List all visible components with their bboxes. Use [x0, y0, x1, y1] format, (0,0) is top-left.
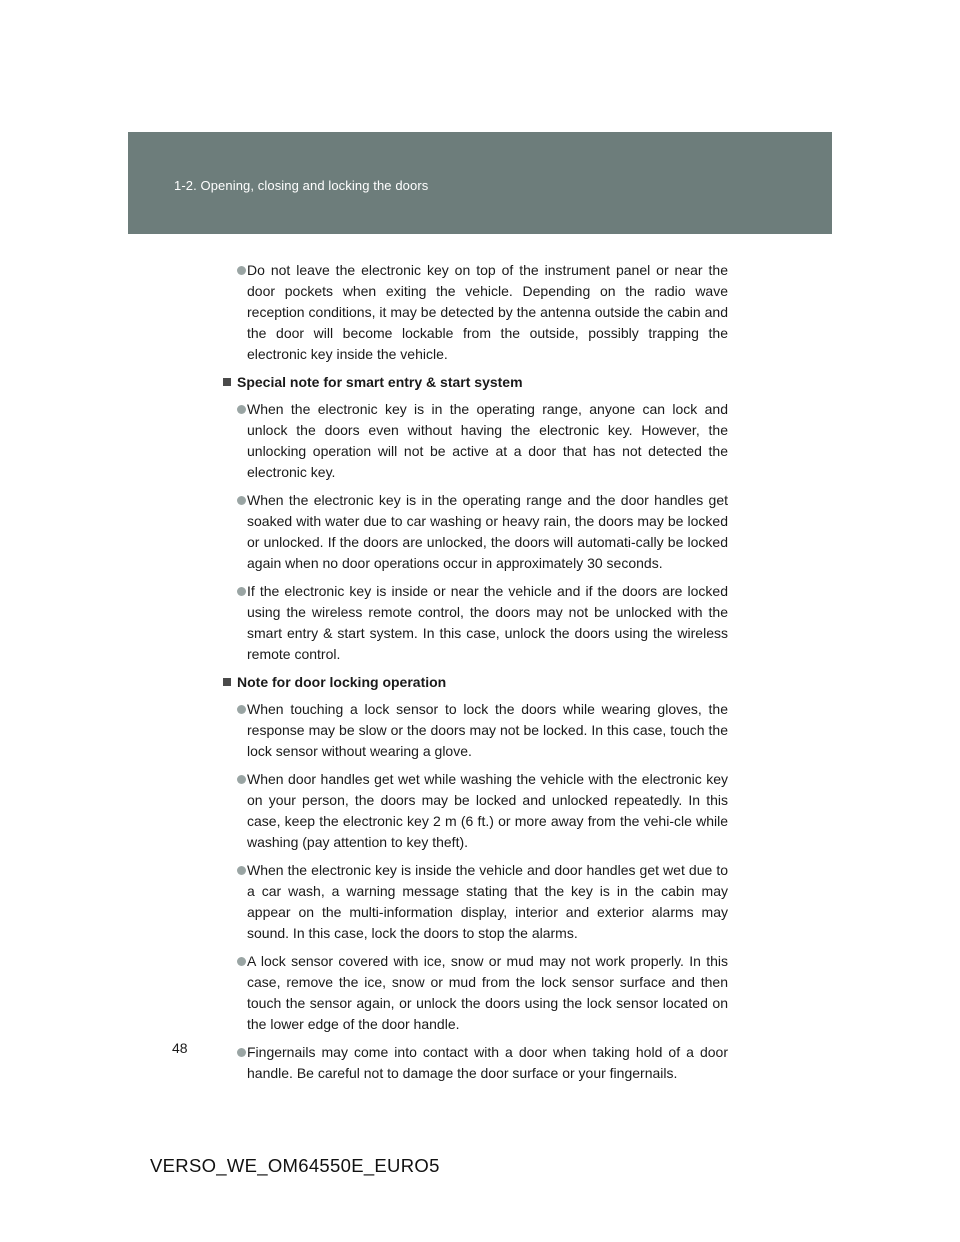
round-bullet-icon — [237, 405, 246, 414]
section-heading-text: Special note for smart entry & start system — [237, 374, 523, 390]
square-bullet-icon — [223, 378, 231, 386]
bullet-text: Fingernails may come into contact with a door when taking hold of a door handle. Be careful not to damage the door surface or your fingernails. — [247, 1044, 728, 1081]
round-bullet-icon — [237, 496, 246, 505]
chapter-header-band — [128, 132, 832, 234]
round-bullet-icon — [237, 587, 246, 596]
square-bullet-icon — [223, 678, 231, 686]
section-heading — [221, 672, 728, 693]
bullet-item — [221, 699, 728, 762]
bullet-text: Do not leave the electronic key on top of the instrument panel or near the door pockets when exiting the vehicle. Depending on the radio wave reception conditions, it may be detected by the antenna outside the cabin and the door will become lockable from the outside, possibly trapping the electronic key inside the vehicle. — [247, 262, 728, 362]
round-bullet-icon — [237, 866, 246, 875]
bullet-text: When touching a lock sensor to lock the doors while wearing gloves, the response may be slow or the doors may not be locked. In this case, touch the lock sensor without wearing a glove. — [247, 701, 728, 759]
section-heading — [221, 372, 728, 393]
bullet-item — [221, 581, 728, 665]
bullet-item — [221, 951, 728, 1035]
bullet-text: When the electronic key is inside the vehicle and door handles get wet due to a car wash, a warning message stating that the key is in the cabin may appear on the multi-information display, interior and exterior alarms may sound. In this case, lock the doors to stop the alarms. — [247, 862, 728, 941]
bullet-item — [221, 860, 728, 944]
bullet-text: When the electronic key is in the operating range, anyone can lock and unlock the doors even without having the electronic key. However, the unlocking operation will not be active at a door that has not detected the electronic key. — [247, 401, 728, 480]
bullet-item — [221, 399, 728, 483]
page-number: 48 — [172, 1040, 188, 1056]
round-bullet-icon — [237, 705, 246, 714]
bullet-text: When the electronic key is in the operating range and the door handles get soaked with water due to car washing or heavy rain, the doors may be locked or unlocked. If the doors are unlocked, the doors will automati-cally be locked again when no door operations occur in approximately 30 seconds. — [247, 492, 728, 571]
bullet-text: A lock sensor covered with ice, snow or mud may not work properly. In this case, remove the ice, snow or mud from the lock sensor surface and then touch the sensor again, or unlock the doors using the lock sensor located on the lower edge of the door handle. — [247, 953, 728, 1032]
round-bullet-icon — [237, 775, 246, 784]
bullet-item — [221, 1042, 728, 1084]
bullet-item — [221, 260, 728, 365]
document-code: VERSO_WE_OM64550E_EURO5 — [150, 1155, 440, 1176]
round-bullet-icon — [237, 1048, 246, 1057]
bullet-item — [221, 769, 728, 853]
section-heading-text: Note for door locking operation — [237, 674, 447, 690]
chapter-title: 1-2. Opening, closing and locking the doors — [174, 178, 429, 193]
bullet-text: When door handles get wet while washing the vehicle with the electronic key on your person, the doors may be locked and unlocked repeatedly. In this case, keep the electronic key 2 m (6 ft.) or more away from the vehi-cle while washing (pay attention to key theft). — [247, 771, 728, 850]
round-bullet-icon — [237, 957, 246, 966]
bullet-item — [221, 490, 728, 574]
bullet-text: If the electronic key is inside or near the vehicle and if the doors are locked using the wireless remote control, the doors may not be unlocked with the smart entry & start system. In this case, unlock the doors using the wireless remote control. — [247, 583, 728, 662]
round-bullet-icon — [237, 266, 246, 275]
page-content — [221, 260, 728, 1091]
